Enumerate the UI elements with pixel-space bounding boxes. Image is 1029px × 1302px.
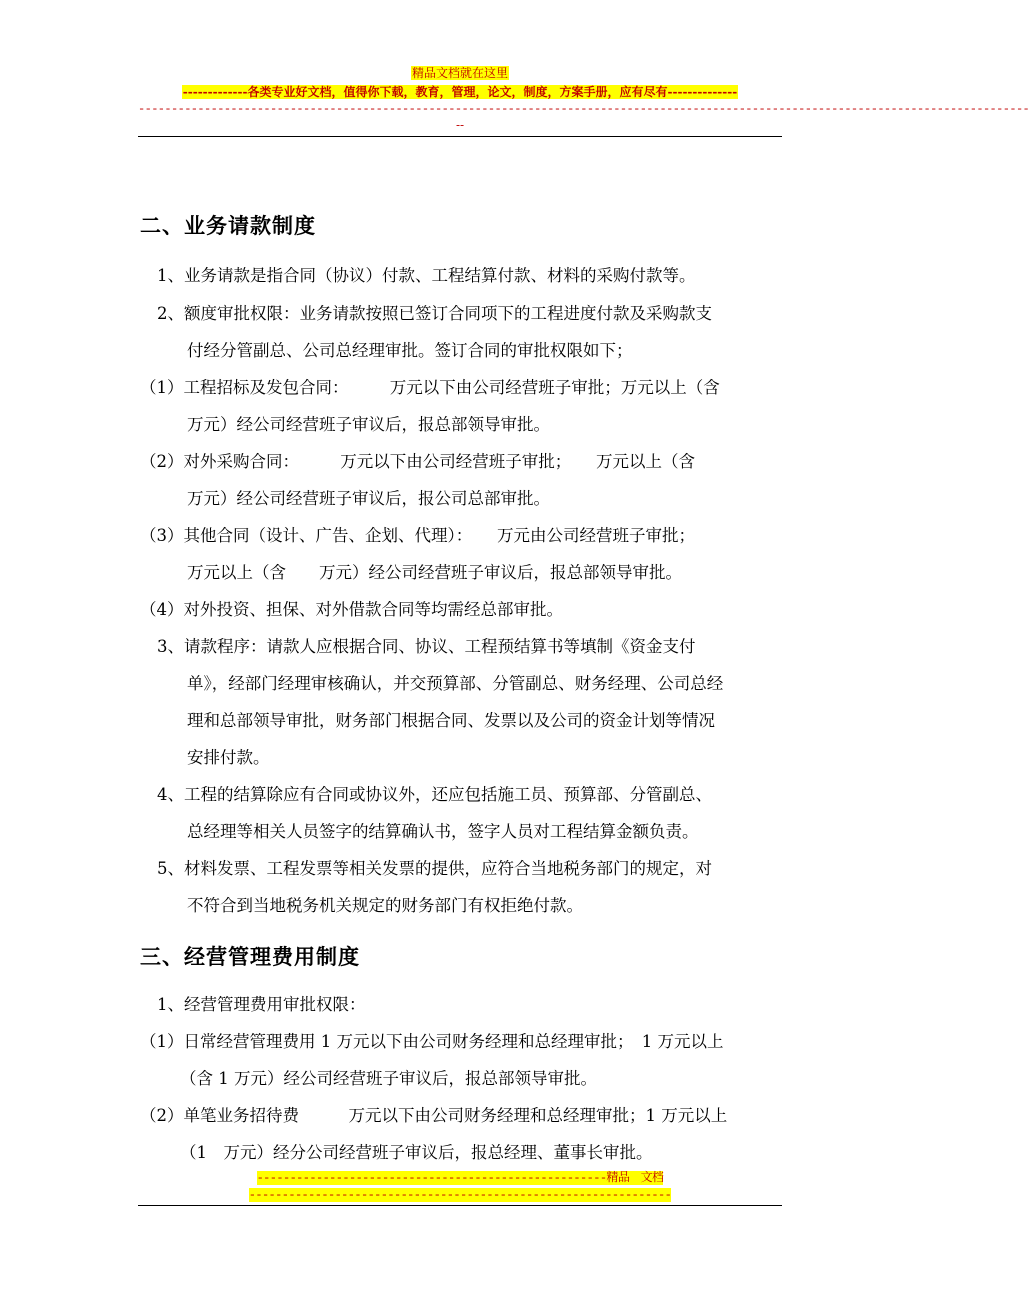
body-line: 万元以上（含 万元）经公司经营班子审议后，报总部领导审批。 (187, 563, 682, 582)
body-line: 万元）经公司经营班子审议后，报公司总部审批。 (187, 489, 550, 508)
body-line: 单》，经部门经理审核确认，并交预算部、分管副总、财务经理、公司总经 (187, 674, 724, 693)
body-line: （2）对外采购合同： 万元以下由公司经营班子审批； 万元以上（含 (140, 452, 695, 471)
body-line: （1）工程招标及发包合同： 万元以下由公司经营班子审批；万元以上（含 (140, 378, 720, 397)
header-dash-line-2: -- (455, 118, 465, 132)
body-line: （1）日常经营管理费用 1 万元以下由公司财务经理和总经理审批； 1 万元以上 (140, 1032, 724, 1051)
header-subtitle (0, 85, 920, 100)
body-line: 不符合到当地税务机关规定的财务部门有权拒绝付款。 (187, 896, 583, 915)
header-rule (138, 136, 782, 137)
section-heading: 二、业务请款制度 (140, 214, 316, 238)
footer-line-1 (0, 1170, 920, 1186)
footer-line-1-text: -----------------------------------------------------精品 文档 (256, 1171, 664, 1185)
body-line: 付经分管副总、公司总经理审批。签订合同的审批权限如下； (187, 341, 633, 360)
footer-line-2-text: ---------------------------------------------------------------- (248, 1188, 672, 1202)
header-title-text: 精品文档就在这里 (411, 66, 508, 80)
body-line: （4）对外投资、担保、对外借款合同等均需经总部审批。 (140, 600, 563, 619)
body-line: 5、材料发票、工程发票等相关发票的提供，应符合当地税务部门的规定，对 (157, 859, 712, 878)
body-line: 安排付款。 (187, 748, 270, 767)
body-line: （1 万元）经分公司经营班子审议后，报总经理、董事长审批。 (180, 1143, 653, 1162)
header-dash-line: --------------------------------------------------------------------------------------------------------------------------------------- (138, 102, 1029, 116)
body-line: 理和总部领导审批，财务部门根据合同、发票以及公司的资金计划等情况 (187, 711, 715, 730)
body-line: 总经理等相关人员签字的结算确认书，签字人员对工程结算金额负责。 (187, 822, 699, 841)
body-line: 1、经营管理费用审批权限： (157, 995, 366, 1014)
body-line: （含 1 万元）经公司经营班子审议后，报总部领导审批。 (180, 1069, 597, 1088)
header-title (0, 66, 920, 81)
footer-rule (138, 1205, 782, 1206)
body-line: 1、业务请款是指合同（协议）付款、工程结算付款、材料的采购付款等。 (157, 266, 696, 285)
header-subtitle-text: -------------各类专业好文档，值得你下载，教育，管理，论文，制度，方案手册，应有尽有-------------- (182, 85, 738, 99)
body-line: 万元）经公司经营班子审议后，报总部领导审批。 (187, 415, 550, 434)
footer-line-2 (0, 1188, 920, 1201)
body-line: （2）单笔业务招待费 万元以下由公司财务经理和总经理审批；1 万元以上 (140, 1106, 728, 1125)
section-heading: 三、经营管理费用制度 (140, 945, 360, 969)
body-line: （3）其他合同（设计、广告、企划、代理）： 万元由公司经营班子审批； (140, 526, 695, 545)
body-line: 3、请款程序：请款人应根据合同、协议、工程预结算书等填制《资金支付 (157, 637, 696, 656)
body-line: 2、额度审批权限：业务请款按照已签订合同项下的工程进度付款及采购款支 (157, 304, 712, 323)
body-line: 4、工程的结算除应有合同或协议外，还应包括施工员、预算部、分管副总、 (157, 785, 712, 804)
